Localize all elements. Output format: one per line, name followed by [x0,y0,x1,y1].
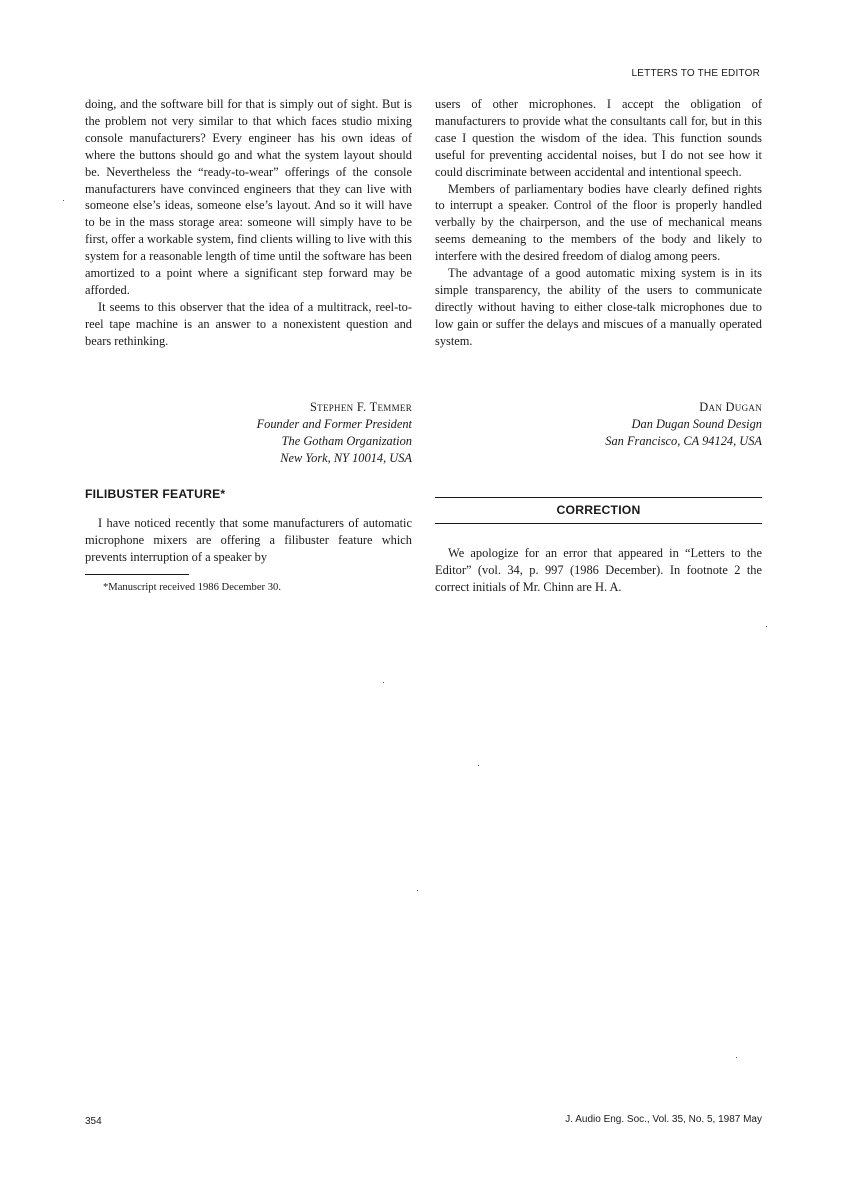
signature-organization: The Gotham Organization [281,433,412,448]
correction-bottom-rule [435,523,762,524]
scan-speck [63,200,64,201]
letter-paragraph: The advantage of a good automatic mixing system is in its simple transparency, the ability of the users to communicate directly without having to either close-talk microphones due to low gain or suffer the delays and miscues of a manually operated system. [435,266,762,348]
section-title-filibuster: FILIBUSTER FEATURE* [85,487,226,501]
letter-paragraph: Members of parliamentary bodies have clearly defined rights to interrupt a speaker. Control of the floor is properly handled verbally by the chairperson, and the use of mechanical means seems demeaning to the members of the body and likely to interfere with the desired freedom of dialog among peers. [435,181,762,264]
running-header: LETTERS TO THE EDITOR [631,68,760,79]
footnote-divider [85,574,189,575]
journal-citation: J. Audio Eng. Soc., Vol. 35, No. 5, 1987 May [565,1114,762,1125]
signature-location: New York, NY 10014, USA [280,450,412,465]
correction-text: We apologize for an error that appeared in “Letters to the Editor” (vol. 34, p. 997 (1986 December). In footnote 2 the correct initials of Mr. Chinn are H. A. [435,546,762,594]
letter-paragraph: It seems to this observer that the idea of a multitrack, reel-to-reel tape machine is an answer to a nonexistent question and bears rethinking. [85,299,412,348]
scan-speck [478,765,479,766]
scan-speck [383,682,384,683]
scan-speck [736,1057,737,1058]
signature-title: Founder and Former President [256,416,412,431]
page-number: 354 [85,1116,102,1127]
filibuster-signature [435,399,762,450]
letter-paragraph: doing, and the software bill for that is simply out of sight. But is the problem not very similar to that which faces studio mixing console manufacturers? Every engineer has his own ideas of where the buttons should go and what the system layout should be. Nevertheless the “ready-to-wear” offerings of the console manufacturers have convinced engineers that they can live with someone else’s ideas, someone else’s layout. And so it will have to be in the mass storage area: someone will simply have to be first, offer a workable system, find clients willing to live with this system for a reasonable length of time until the software has been amortized to a point where a significant step forward may be afforded. [85,97,412,297]
filibuster-letter-continuation [435,96,762,350]
signature-location: San Francisco, CA 94124, USA [605,433,762,448]
filibuster-letter-start [85,515,412,566]
letter-paragraph: I have noticed recently that some manufacturers of automatic microphone mixers are offering a filibuster feature which prevents interruption of a speaker by [85,516,412,564]
footnote: *Manuscript received 1986 December 30. [103,582,281,593]
letter-signature [85,399,412,467]
letter-continuation [85,96,412,350]
correction-top-rule [435,497,762,498]
letter-paragraph: users of other microphones. I accept the obligation of manufacturers to provide what the consultants call for, but in this case I question the wisdom of the idea. This function sounds useful for preventing accidental noises, but I do not see how it could discriminate between accidental and intentional speech. [435,97,762,179]
signature-name: Stephen F. Temmer [309,400,412,414]
scan-speck [766,626,767,627]
signature-name: Dan Dugan [699,400,762,414]
section-title-correction: CORRECTION [556,503,641,517]
correction-body [435,545,762,596]
signature-organization: Dan Dugan Sound Design [631,416,762,431]
scan-speck [417,890,418,891]
